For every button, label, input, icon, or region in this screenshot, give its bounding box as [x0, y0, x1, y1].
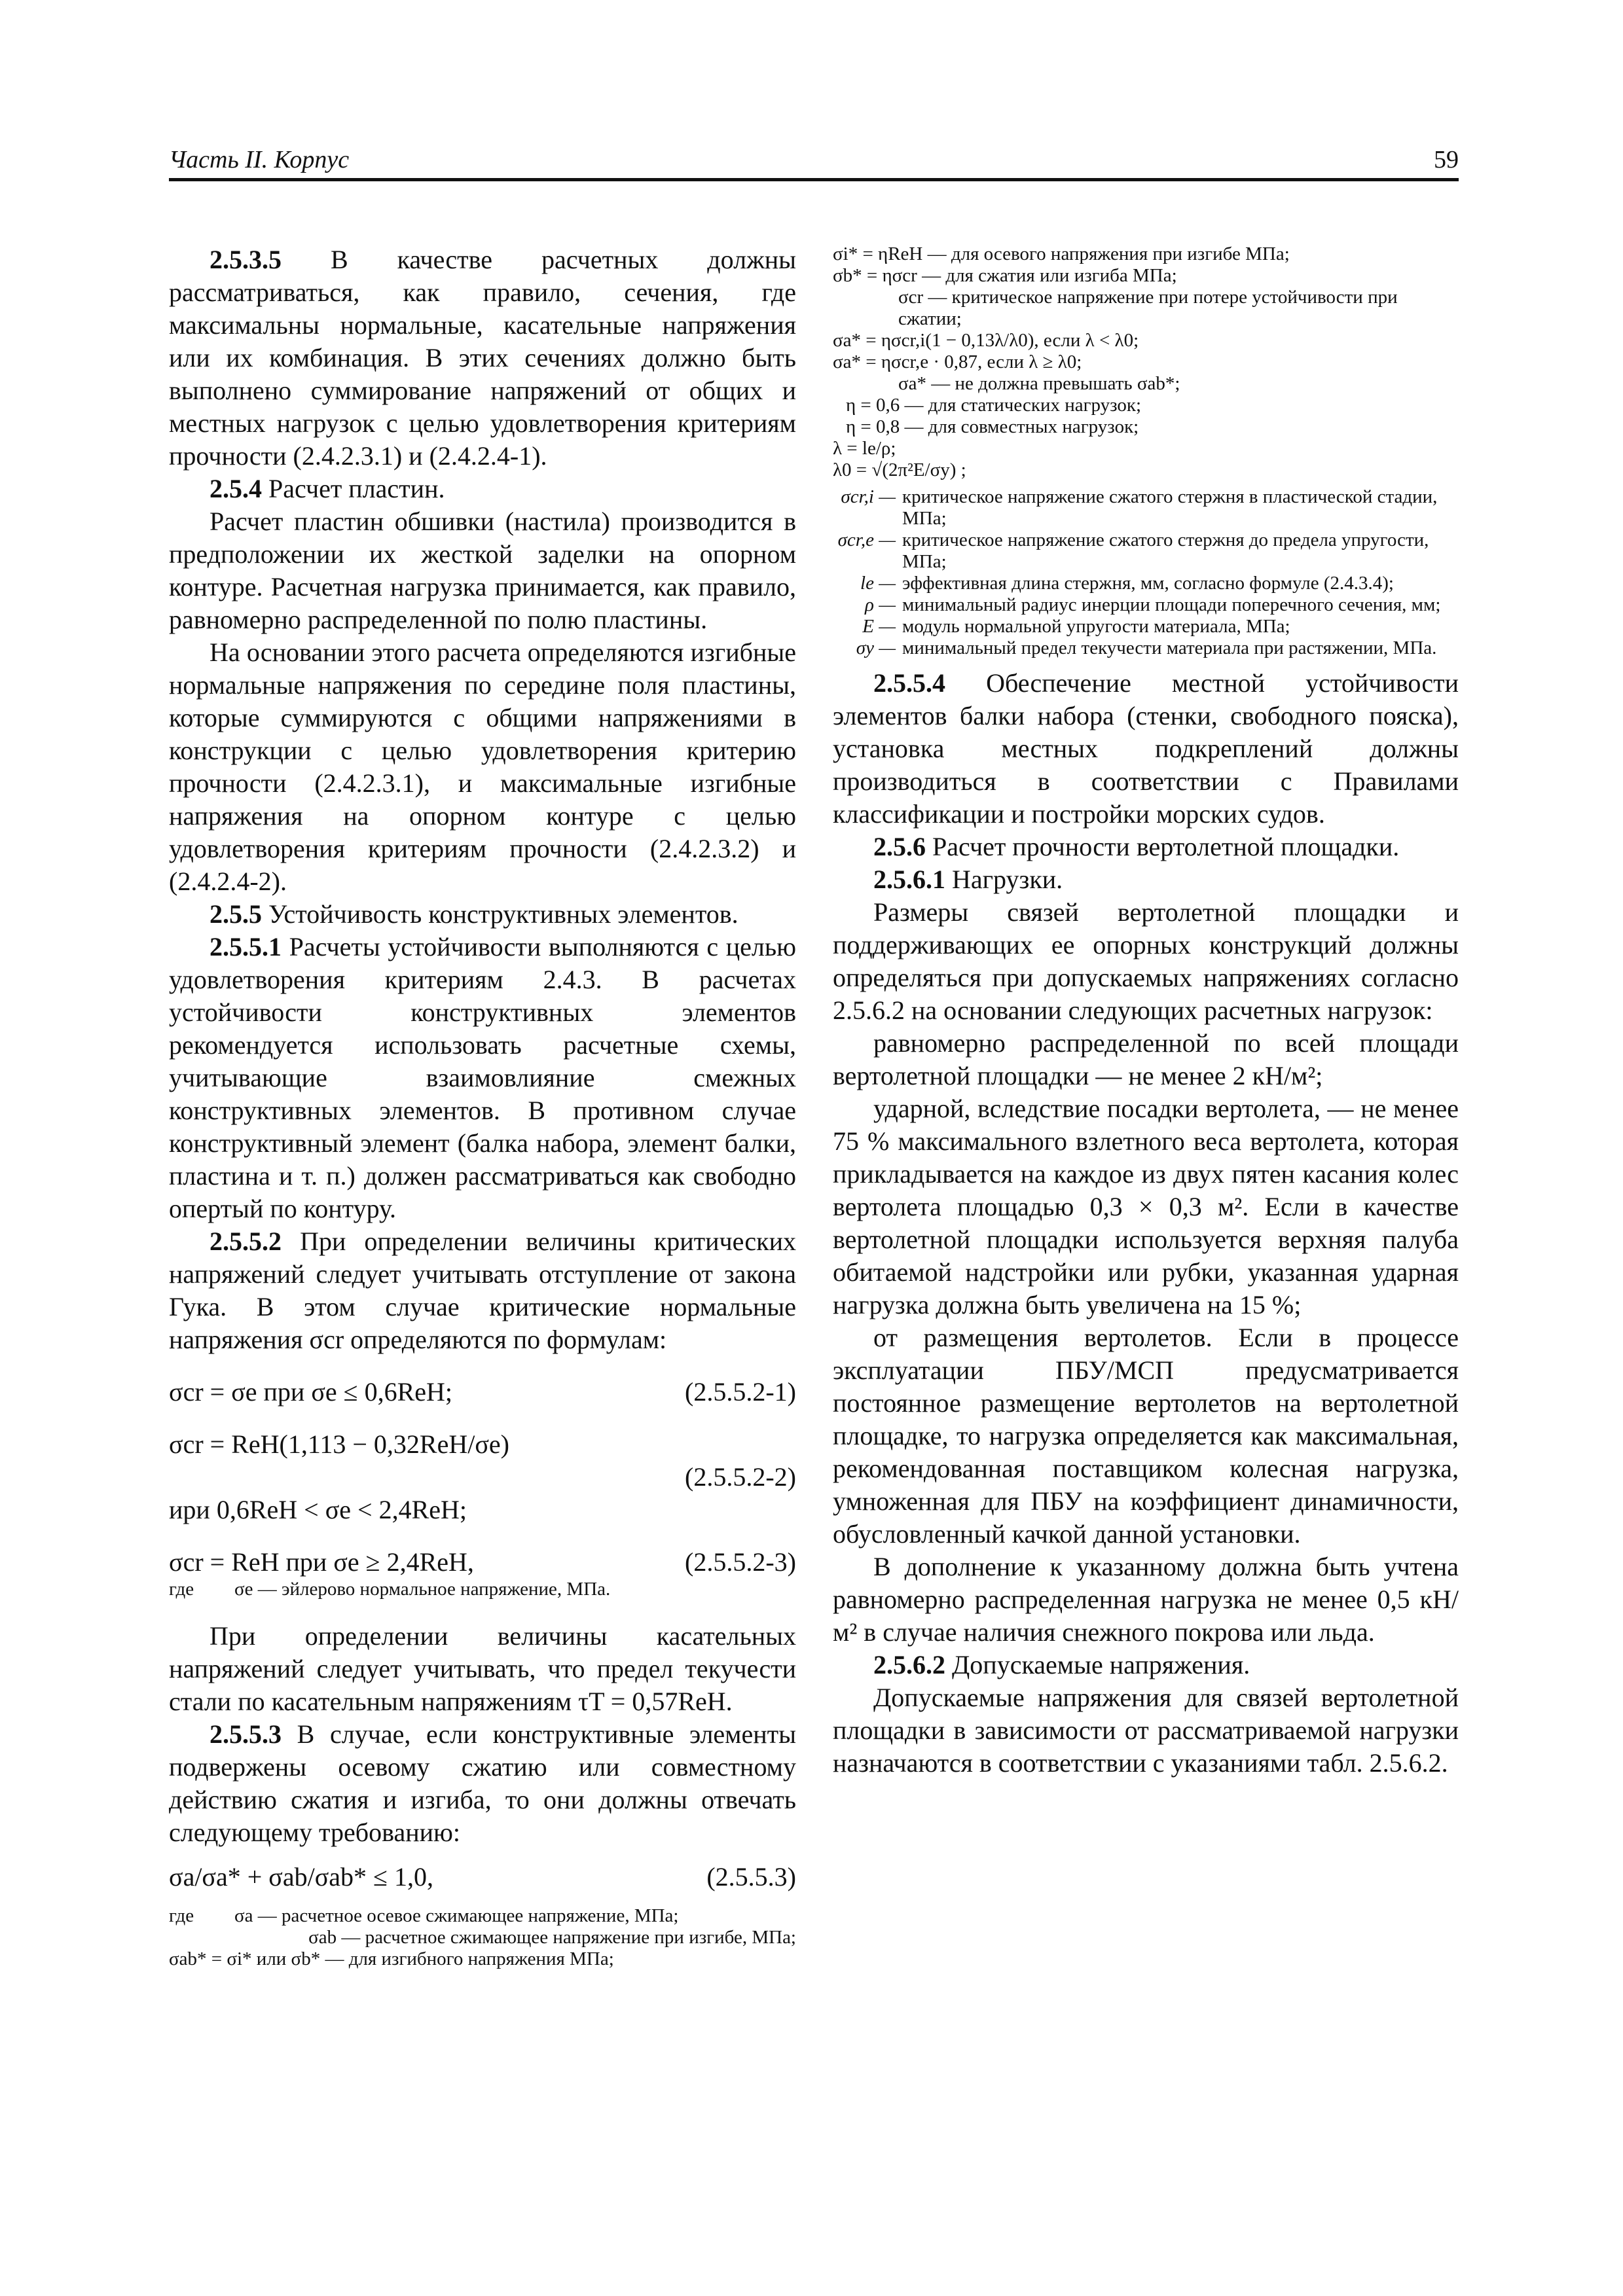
- heading-2-5-4: 2.5.4 Расчет пластин.: [210, 474, 445, 503]
- formula-number: (2.5.5.2-2): [685, 1462, 796, 1492]
- def-sigma-a-star-1: σa* = ησcr,i(1 − 0,13λ/λ0), если λ < λ0;: [833, 330, 1139, 351]
- formula-2-5-5-3: [169, 1861, 796, 1893]
- def-lambda: λ = le/ρ;: [833, 438, 896, 459]
- para-bending: На основании этого расчета определяются изгибные нормальные напряжения по середине поля пластины, которые суммируются с общими напряжениями в конструкции с целью удовлетворения критерию прочности (2.4.2.3.1), и максимальные изгибные напряжения на опорном контуре с целью удовлетворения критериям прочности (2.4.2.3.2) и (2.4.2.4-2).: [169, 637, 796, 896]
- formula-2-5-5-2-3: [169, 1546, 796, 1579]
- def-sigma-a-star-2: σa* = ησcr,e · 0,87, если λ ≥ λ0;: [833, 351, 1082, 372]
- definition-item: E — модуль нормальной упругости материала, МПа;: [862, 616, 1290, 637]
- para-shear: При определении величины касательных напряжений следует учитывать, что предел текучести стали по касательным напряжениям τT = 0,57ReH.: [169, 1621, 796, 1716]
- heading-2-5-6-1: 2.5.6.1 Нагрузки.: [873, 865, 1063, 894]
- definition-item: ρ — минимальный радиус инерции площади поперечного сечения, мм;: [865, 594, 1441, 615]
- def-sigma-i-star: σi* = ηReH — для осевого напряжения при изгибе МПа;: [833, 243, 1290, 264]
- definition-item: le — эффективная длина стержня, мм, согласно формуле (2.4.3.4);: [860, 573, 1394, 594]
- para-snow-load: В дополнение к указанному должна быть учтена равномерно распределенная нагрузка не менее 0,5 кН/м² в случае наличия снежного покрова или льда.: [833, 1552, 1459, 1647]
- para-2-5-5-2: 2.5.5.2 При определении величины критических напряжений следует учитывать отступление от закона Гука. В этом случае критические нормальные напряжения σcr определяются по формулам:: [169, 1227, 796, 1354]
- def-lambda0: λ0 = √(2π²E/σy) ;: [833, 459, 966, 480]
- formula-text: σcr = σe при σe ≤ 0,6ReH;: [169, 1377, 453, 1407]
- formula-2-5-5-2-2b: [169, 1494, 796, 1526]
- running-header: [169, 145, 1459, 178]
- right-column: [833, 243, 1459, 1780]
- formula-text: σa/σa* + σab/σab* ≤ 1,0,: [169, 1862, 434, 1892]
- def-sigma-b-star: σb* = ησcr — для сжатия или изгиба МПа;: [833, 265, 1177, 286]
- definition-item: σy — минимальный предел текучести материала при растяжении, МПа.: [856, 637, 1437, 658]
- para-2-5-5-1: 2.5.5.1 Расчеты устойчивости выполняются с целью удовлетворения критериям 2.4.3. В расчетах устойчивости конструктивных элементов рекомендуется использовать расчетные схемы, учитывающие взаимовлияние смежных конструктивных элементов. В противном случае конструктивный элемент (балка набора, элемент балки, пластина и т. п.) должен рассматриваться как свободно опертый по контуру.: [169, 932, 796, 1223]
- para-2-5-5-3: 2.5.5.3 В случае, если конструктивные элементы подвержены осевому сжатию или совместному действию сжатия и изгиба, то они должны отвечать следующему требованию:: [169, 1719, 796, 1847]
- formula-text: ири 0,6ReH < σe < 2,4ReH;: [169, 1495, 467, 1524]
- para-2-5-3-5: 2.5.3.5 В качестве расчетных должны рассматриваться, как правило, сечения, где максимальны нормальные, касательные напряжения или их комбинация. В этих сечениях должно быть выполнено суммирование напряжений от общих и местных нагрузок с целью удовлетворения критериям прочности (2.4.2.3.1) и (2.4.2.4-1).: [169, 245, 796, 471]
- para-impact-load: ударной, вследствие посадки вертолета, — не менее 75 % максимального взлетного веса вертолета, которая прикладывается на каждое из двух пятен касания колес вертолета площадью 0,3 × 0,3 м². Если в качестве вертолетной площадки используется верхняя палуба обитаемой надстройки или рубки, указанная ударная нагрузка должна быть увеличена на 15 %;: [833, 1094, 1459, 1319]
- definition-item: σcr,i — критическое напряжение сжатого стержня в пластической стадии, МПа;: [841, 486, 1438, 529]
- header-rule: [169, 178, 1459, 181]
- formula-2-5-5-2-1: [169, 1376, 796, 1408]
- heading-2-5-6: 2.5.6 Расчет прочности вертолетной площадки.: [873, 832, 1400, 861]
- formula-text: σcr = ReH(1,113 − 0,32ReH/σe): [169, 1429, 509, 1459]
- page-number: 59: [1434, 146, 1459, 173]
- para-distributed-load: равномерно распределенной по всей площади вертолетной площадки — не менее 2 кН/м²;: [833, 1028, 1459, 1090]
- formula-number: (2.5.5.3): [706, 1862, 796, 1892]
- def-sigma-cr: σcr — критическое напряжение при потере устойчивости при сжатии;: [898, 287, 1398, 329]
- para-2-5-5-4: 2.5.5.4 Обеспечение местной устойчивости элементов балки набора (стенки, свободного пояска), установка местных подкреплений должны производиться в соответствии с Правилами классификации и постройки морских судов.: [833, 668, 1459, 829]
- def-sigma-ab-star: σab* = σi* или σb* — для изгибного напряжения МПа;: [169, 1948, 614, 1969]
- para-allowable-stresses: Допускаемые напряжения для связей вертолетной площадки в зависимости от рассматриваемой нагрузки назначаются в соответствии с указаниями табл. 2.5.6.2.: [833, 1683, 1459, 1778]
- para-parking-load: от размещения вертолетов. Если в процессе эксплуатации ПБУ/МСП предусматривается постоянное размещение вертолетов на вертолетной площадке, то нагрузка определяется как максимальная, рекомендованная поставщиком колесная нагрузка, умноженная для ПБУ на коэффициент динамичности, обусловленный качкой данной установки.: [833, 1323, 1459, 1549]
- definition-item: σcr,e — критическое напряжение сжатого стержня до предела упругости, МПа;: [837, 529, 1429, 572]
- header-title: Часть II. Корпус: [169, 146, 350, 173]
- where-euler: где σe — эйлерово нормальное напряжение, МПа.: [169, 1579, 611, 1600]
- def-sigma-ab: σab — расчетное сжимающее напряжение при изгибе, МПа;: [308, 1927, 796, 1948]
- heading-2-5-6-2: 2.5.6.2 Допускаемые напряжения.: [873, 1650, 1250, 1679]
- left-column: [169, 243, 796, 1970]
- formula-2-5-5-2-2a: [169, 1428, 796, 1461]
- para-plates: Расчет пластин обшивки (настила) производится в предположении их жесткой заделки на опорном контуре. Расчетная нагрузка принимается, как правило, равномерно распределенной по полю пластины.: [169, 507, 796, 634]
- where-axial: где σa — расчетное осевое сжимающее напряжение, МПа;: [169, 1905, 679, 1926]
- para-heliport-sizes: Размеры связей вертолетной площадки и поддерживающих ее опорных конструкций должны определяться при допускаемых напряжениях согласно 2.5.6.2 на основании следующих расчетных нагрузок:: [833, 897, 1459, 1025]
- def-eta-combined: η = 0,8 — для совместных нагрузок;: [846, 416, 1139, 437]
- formula-text: σcr = ReH при σe ≥ 2,4ReH,: [169, 1547, 474, 1577]
- formula-number: (2.5.5.2-1): [685, 1377, 796, 1407]
- heading-2-5-5: 2.5.5 Устойчивость конструктивных элементов.: [210, 899, 739, 929]
- formula-2-5-5-2-2-number-row: [169, 1461, 796, 1494]
- def-eta-static: η = 0,6 — для статических нагрузок;: [846, 395, 1142, 416]
- formula-number: (2.5.5.2-3): [685, 1547, 796, 1577]
- def-sigma-a-limit: σa* — не должна превышать σab*;: [898, 373, 1180, 394]
